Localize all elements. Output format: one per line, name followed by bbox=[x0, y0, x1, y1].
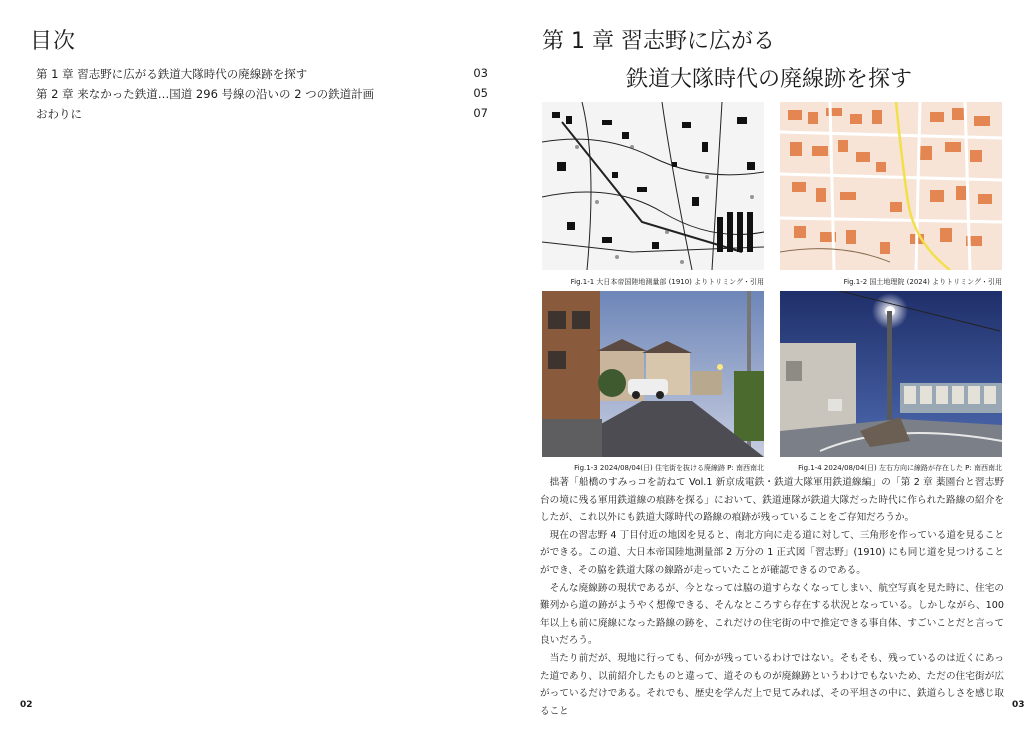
toc-entry-chapter-2[interactable] bbox=[36, 86, 488, 104]
chapter-title-line2: 鉄道大隊時代の廃線跡を探す bbox=[626, 67, 913, 92]
chapter-title-line1: 第 1 章 習志野に広がる bbox=[542, 29, 775, 54]
paragraph: 拙著「船橋のすみっコを訪ねて Vol.1 新京成電鉄・鉄道大隊軍用鉄道線編」の「第 2 章 薬園台と習志野台の境に残る軍用鉄道線の痕跡を探る」において、鉄道連隊が鉄道大隊だった時代に作られた路線の紹介をしたが、これ以外にも鉄道大隊時代の路線の痕跡が残っていることをご存知だろうか。 bbox=[540, 477, 1004, 524]
figure-modern-map bbox=[780, 102, 1002, 270]
figure-caption-1: Fig.1-1 大日本帝国陸地測量部 (1910) よりトリミング・引用 bbox=[570, 278, 764, 286]
toc-entry-label: おわりに bbox=[36, 107, 82, 121]
figure-caption-4: Fig.1-4 2024/08/04(日) 左右方向に線路が存在した P: 南西南北 bbox=[798, 464, 1002, 472]
right-page bbox=[516, 0, 1032, 729]
modern-map-image bbox=[780, 102, 1002, 270]
toc-entry-page: 05 bbox=[473, 86, 488, 100]
toc-entry-chapter-1[interactable] bbox=[36, 66, 488, 84]
street-photo-image bbox=[542, 291, 764, 457]
page-number-right: 03 bbox=[1012, 700, 1025, 710]
figure-caption-2: Fig.1-2 国土地理院 (2024) よりトリミング・引用 bbox=[843, 278, 1002, 286]
toc-title: 目次 bbox=[30, 29, 77, 54]
paragraph: そんな廃線跡の現状であるが、今となっては脇の道すらなくなってしまい、航空写真を見た時に、住宅の難列から道の跡がようやく想像できる、そんなところすら存在する状況となっている。しかしながら、100 年以上も前に廃線になった路線の跡を、これだけの住宅街の中で推定できる事自体、すごいことだと言って良いだろう。 bbox=[540, 582, 1004, 647]
night-photo-image bbox=[780, 291, 1002, 457]
old-map-image bbox=[542, 102, 764, 270]
paragraph: 当たり前だが、現地に行っても、何かが残っているわけではない。そもそも、残っているのは近くにあった道であり、以前紹介したものと違って、道そのものが廃線跡というわけでもないため、ただの住宅街が広がっているだけである。それでも、歴史を学んだ上で見てみれば、その平坦さの中に、鉄道らしさを感じ取ること bbox=[540, 652, 1004, 717]
toc-entry-label: 第 1 章 習志野に広がる鉄道大隊時代の廃線跡を探す bbox=[36, 67, 308, 81]
paragraph: 現在の習志野 4 丁目付近の地図を見ると、南北方向に走る道に対して、三角形を作っている道を見ることができる。この道、大日本帝国陸地測量部 2 万分の 1 正式図「習志野」(1910) にも同じ道を見つけることができ、その脇を鉄道大隊の線路が走っていたことが確認できるのである。 bbox=[540, 529, 1004, 576]
toc-entry-afterword[interactable] bbox=[36, 106, 488, 124]
figure-old-map bbox=[542, 102, 764, 270]
figure-caption-3: Fig.1-3 2024/08/04(日) 住宅街を抜ける廃線跡 P: 南西南北 bbox=[574, 464, 764, 472]
figure-night-photo bbox=[780, 291, 1002, 457]
figure-street-photo bbox=[542, 291, 764, 457]
toc-entry-label: 第 2 章 来なかった鉄道…国道 296 号線の沿いの 2 つの鉄道計画 bbox=[36, 87, 375, 101]
toc-entry-page: 03 bbox=[473, 66, 488, 80]
page-number-left: 02 bbox=[20, 700, 33, 710]
toc-entry-page: 07 bbox=[473, 106, 488, 120]
body-text bbox=[540, 474, 1004, 720]
